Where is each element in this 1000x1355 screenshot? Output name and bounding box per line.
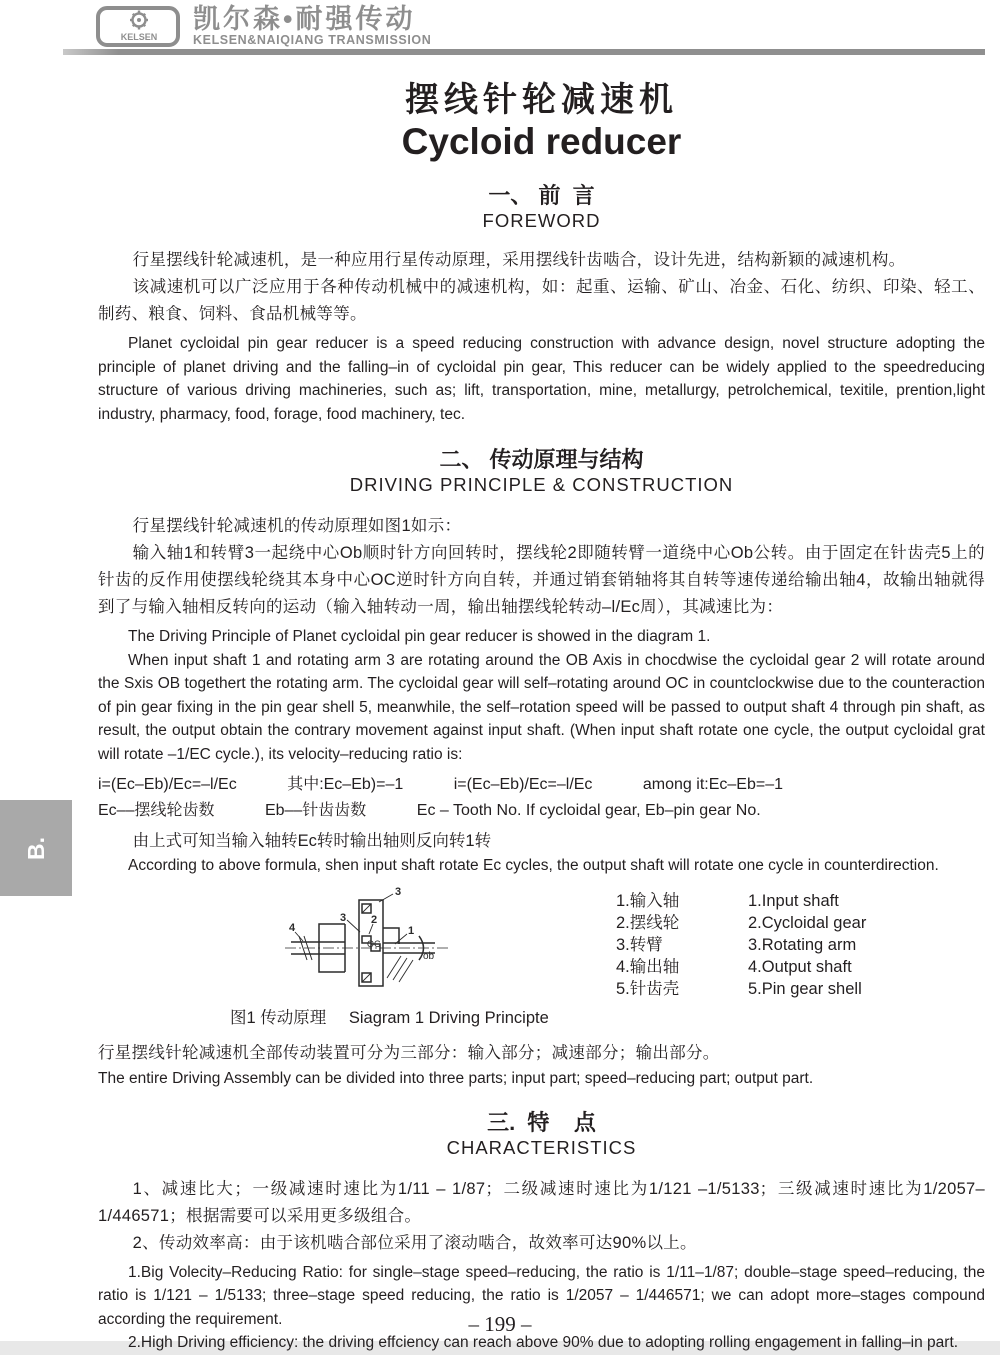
foreword-heading-cn: 一、 前 言 (488, 183, 595, 208)
page-title-en: Cycloid reducer (401, 121, 682, 162)
foreword-heading-en: FOREWORD (482, 210, 601, 231)
legend-item-cn: 3.转臂 (616, 936, 663, 954)
formula-1d: among it:Ec–Eb=–1 (642, 776, 783, 793)
diagram-label-3-top: 3 (395, 886, 402, 898)
driving-principle-diagram (283, 886, 455, 1000)
legend-item-cn: 1.输入轴 (616, 892, 680, 910)
page-number: – 199 – (468, 1312, 532, 1336)
characteristics-heading-en: CHARACTERISTICS (446, 1136, 637, 1158)
diagram-label-4: 4 (289, 922, 296, 934)
characteristics-paragraph-en-1: 1.Big Volecity–Reducing Ratio: for single–stage speed–reducing, the ratio is 1/11–1/87; double–stage speed–reducing, the ratio is 1/121 – 1/5133; three–stage speed reducing, the ratio is 1/2057 – 1/446571; we can adopt more–stages compound according the requirement. (98, 1263, 985, 1328)
characteristics-paragraph-cn-2: 2、传动效率高：由于该机啮合部位采用了滚动啮合，故效率可达90%以上。 (132, 1233, 697, 1252)
section-characteristics-heading (98, 1109, 985, 1160)
principle-paragraph-en-1: The Driving Principle of Planet cycloidal pin gear reducer is showed in the diagram 1. (128, 628, 711, 645)
page-footer (0, 1312, 1000, 1337)
principle-paragraph-cn-3: 行星摆线针轮减速机全部传动装置可分为三部分：输入部分；减速部分；输出部分。 (98, 1044, 720, 1062)
formula-line-2 (98, 798, 985, 824)
page-content (98, 80, 985, 1355)
side-index-tab (0, 800, 72, 896)
foreword-paragraph-cn-2: 该减速机可以广泛应用于各种传动机械中的减速机构，如：起重、运输、矿山、冶金、石化、纺织、印染、轻工、制药、粮食、饲料、食品机械等等。 (98, 278, 985, 323)
principle-heading-en: DRIVING PRINCIPLE & CONSTRUCTION (349, 474, 734, 495)
principle-paragraph-cn-1: 行星摆线针轮减速机的传动原理如图1如示： (132, 517, 462, 535)
legend-item-en: 5.Pin gear shell (748, 980, 862, 998)
diagram-label-2: 2 (371, 914, 378, 926)
characteristics-heading-cn: 三. 特 点 (487, 1109, 596, 1135)
side-tab-label: B. (22, 836, 49, 860)
principle-note-en: According to above formula, shen input shaft rotate Ec cycles, the output shaft will rotate one cycle in counterdirection. (128, 857, 939, 874)
figure-caption (230, 1006, 985, 1030)
formula-1a: i=(Ec–Eb)/Ec=–l/Ec (98, 776, 237, 793)
figure-1 (98, 886, 985, 1004)
legend-item-cn: 2.摆线轮 (616, 914, 680, 932)
figure-legend (616, 890, 866, 1000)
legend-item-cn: 5.针齿壳 (616, 980, 680, 998)
section-foreword-heading (98, 182, 985, 233)
legend-item-cn: 4.输出轴 (616, 958, 680, 976)
principle-heading-cn: 二、 传动原理与结构 (439, 447, 644, 472)
formula-1c: i=(Ec–Eb)/Ec=–l/Ec (453, 776, 593, 793)
diagram-label-3: 3 (340, 912, 347, 924)
brand-name-en: KELSEN&NAIQIANG TRANSMISSION (193, 33, 432, 47)
formula-2a: Ec––摆线轮齿数 (98, 802, 215, 819)
principle-paragraph-en-3: The entire Driving Assembly can be divided into three parts; input part; speed–reducing part; output part. (98, 1070, 814, 1087)
header-divider (63, 49, 985, 55)
foreword-paragraph-en: Planet cycloidal pin gear reducer is a speed reducing construction with advance design, novel structure adopting the principle of planet driving and the falling–in of cycloidal pin gear, This reducer can be widely applied to the speedreducing structure of various driving machineries, such as; lift, transportation, mine, metallurgy, petrolchemical, texitile, prention,light industry, pharmacy, food, forage, food machinery, tec. (98, 335, 985, 423)
legend-column-en (748, 890, 866, 1000)
diagram-label-oc: OC (367, 939, 381, 949)
brand-name-cn: 凯尔森•耐强传动 (193, 4, 416, 34)
header (95, 5, 431, 49)
formula-line-1 (98, 772, 985, 798)
diagram-label-1: 1 (408, 925, 415, 937)
formula-2c: Ec – Tooth No. If cycloidal gear, Eb–pin gear No. (416, 802, 761, 819)
kelsen-logo-icon (95, 5, 183, 49)
legend-item-en: 3.Rotating arm (748, 936, 857, 954)
figure-caption-cn: 图1 传动原理 (230, 1009, 327, 1027)
characteristics-paragraph-cn-1: 1、减速比大；一级减速时速比为1/11 – 1/87；二级减速时速比为1/121 –1/5133；三级减速时速比为1/2057–1/446571；根据需要可以采用更多级组合。 (98, 1179, 985, 1225)
brand-block (193, 5, 431, 47)
principle-paragraph-cn-2: 输入轴1和转臂3一起绕中心Ob顺时针方向回转时，摆线轮2即随转臂一道绕中心Ob公转。由于固定在针齿壳5上的针齿的反作用使摆线轮绕其本身中心OC逆时针方向自转，并通过销套销轴将其自转等速传递给输出轴4，故输出轴就得到了与输入轴相反转向的运动（输入轴转动一周，输出轴摆线轮转动–l/Ec周），其减速比为： (98, 544, 985, 616)
logo-text: KELSEN (120, 32, 158, 42)
principle-note-cn: 由上式可知当输入轴转Ec转时输出轴则反向转1转 (132, 832, 492, 850)
principle-paragraph-en-2: When input shaft 1 and rotating arm 3 are rotating around the OB Axis in chocdwise the cycloidal gear 2 will rotate around the Sxis OB togethert the rotating arm. The cycloidal gear will self–rotating around OC in countclockwise due to the counteraction of pin gear fixing in the pin gear shell 5, meanwhile, the self–rotation speed will be passed to output shaft 4 through pin shaft, as result, the output obtain the contrary movement against input shaft. (When input shaft rotate one cycle, the output cycloidal grat will rotate –1/EC cycle.), its velocity–reducing ratio is: (98, 651, 985, 763)
diagram-label-ob: ob (423, 951, 435, 962)
page-title-cn: 摆线针轮减速机 (405, 81, 678, 119)
legend-item-en: 4.Output shaft (748, 958, 852, 976)
figure-caption-en: Siagram 1 Driving Principte (348, 1009, 549, 1027)
legend-column-cn (616, 890, 748, 1000)
legend-item-en: 1.Input shaft (748, 892, 839, 910)
formula-2b: Eb––针齿齿数 (264, 802, 367, 819)
characteristics-paragraph-en-2: 2.High Driving efficiency: the driving effciency can reach above 90% due to adopting rolling engagement in falling–in part. (128, 1334, 959, 1351)
foreword-paragraph-cn-1: 行星摆线针轮减速机，是一种应用行星传动原理，采用摆线针齿啮合，设计先进，结构新颖的减速机构。 (132, 251, 906, 269)
legend-item-en: 2.Cycloidal gear (748, 914, 867, 932)
section-principle-heading (98, 446, 985, 497)
formula-1b: 其中:Ec–Eb)=–1 (287, 776, 404, 793)
